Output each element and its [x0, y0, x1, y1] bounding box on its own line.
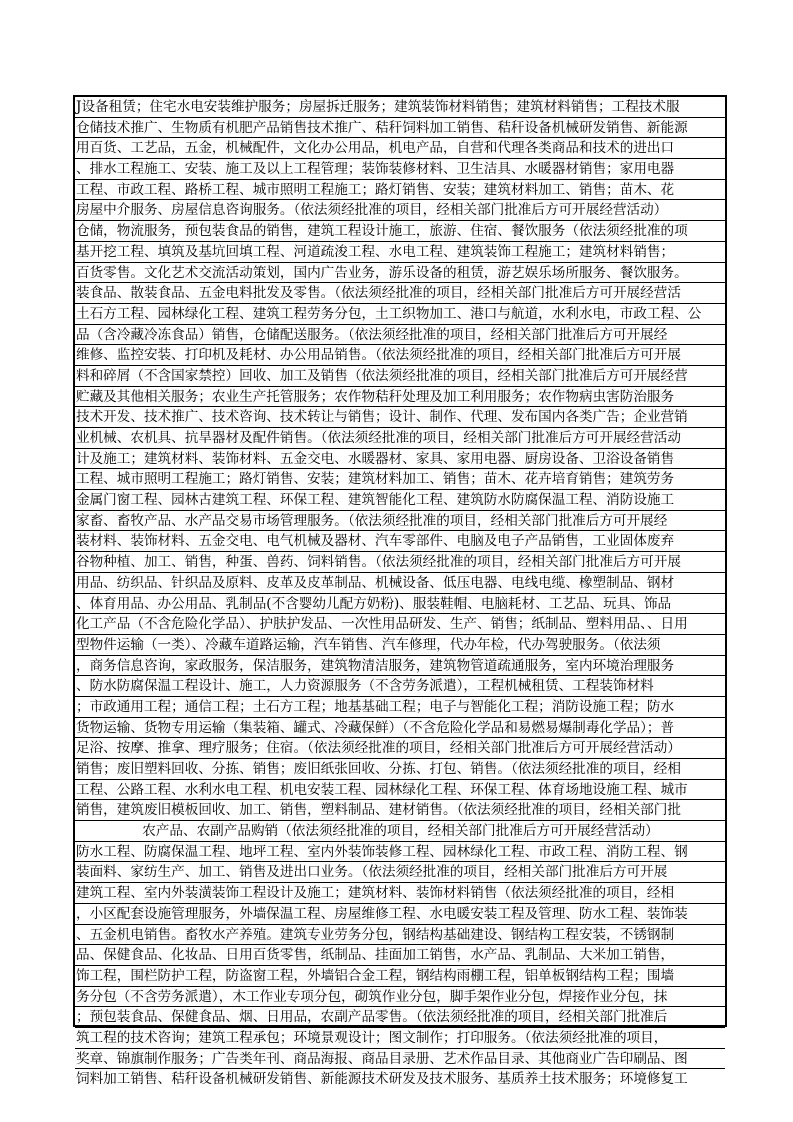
table-row: 务分包（不含劳务派遣），木工作业专项分包，砌筑作业分包，脚手架作业分包，焊接作业分包，抹	[75, 987, 725, 1008]
table-row: ，小区配套设施管理服务，外墙保温工程、房屋维修工程、水电暖安装工程及管理、防水工程、装饰装	[75, 904, 725, 925]
table-row: ；市政通用工程；通信工程；土石方工程；地基基础工程；电子与智能化工程；消防设施工程；防水	[75, 697, 725, 718]
table-row: 、排水工程施工、安装、施工及以上工程管理；装饰装修材料、卫生洁具、水暖器材销售；家用电器	[75, 159, 725, 180]
table-row: 装食品、散装食品、五金电料批发及零售。（依法须经批准的项目，经相关部门批准后方可开展经营活	[75, 283, 725, 304]
table-row: 工程、市政工程、路桥工程、城市照明工程施工；路灯销售、安装；建筑材料加工、销售；苗木、花	[75, 180, 725, 201]
table-row: 贮藏及其他相关服务；农业生产托管服务；农作物秸秆处理及加工利用服务；农作物病虫害防治服务	[75, 387, 725, 408]
table-row: 饰工程，围栏防护工程，防盗窗工程，外墙铝合金工程，钢结构雨棚工程，铝单板钢结构工程；围墙	[75, 966, 725, 987]
table-row: ；预包装食品、保健食品、烟、日用品，农副产品零售。（依法须经批准的项目，经相关部门批准后	[75, 1007, 725, 1028]
table-row: 货物运输、货物专用运输（集装箱、罐式、冷藏保鲜）（不含危险化学品和易燃易爆制毒化学品）；普	[75, 718, 725, 739]
table-row: 品（含冷藏冷冻食品）销售，仓储配送服务。（依法须经批准的项目，经相关部门批准后方可开展经	[75, 325, 725, 346]
table-row: 基开挖工程、填筑及基坑回填工程、河道疏浚工程、水电工程、建筑装饰工程施工；建筑材料销售；	[75, 242, 725, 263]
table-row: 谷物种植、加工、销售，种蛋、兽药、饲料销售。（依法须经批准的项目，经相关部门批准后方可开展	[75, 552, 725, 573]
table-row: 装材料、装饰材料、五金交电、电气机械及器材、汽车零部件、电脑及电子产品销售，工业固体废弃	[75, 531, 725, 552]
table-row: 、五金机电销售。畜牧水产养殖。建筑专业劳务分包，钢结构基础建设、钢结构工程安装，不锈钢制	[75, 925, 725, 946]
table-row: 技术开发、技术推广、技术咨询、技术转让与销售；设计、制作、代理、发布国内各类广告；企业营销	[75, 407, 725, 428]
business-scope-table	[73, 95, 727, 1088]
table-row: 计及施工；建筑材料、装饰材料、五金交电、水暖器材、家具、家用电器、厨房设备、卫浴设备销售	[75, 449, 725, 470]
table-row: 足浴、按摩、推拿、理疗服务；住宿。（依法须经批准的项目，经相关部门批准后方可开展经营活动）	[75, 738, 725, 759]
table-row: 奖章、锦旗制作服务；广告类年刊、商品海报、商品目录册、艺术作品目录、其他商业广告印刷品、图	[75, 1049, 725, 1070]
table-row: 型物件运输（一类）、冷藏车道路运输，汽车销售、汽车修理，代办年检，代办驾驶服务。（依法须	[75, 635, 725, 656]
table-row: 品、保健食品、化妆品、日用百货零售，纸制品、挂面加工销售，水产品、乳制品、大米加工销售，	[75, 945, 725, 966]
table-row: 金属门窗工程、园林古建筑工程、环保工程、建筑智能化工程、建筑防水防腐保温工程、消防设施工	[75, 490, 725, 511]
table-row: 工程、城市照明工程施工；路灯销售、安装；建筑材料加工、销售；苗木、花卉培育销售；建筑劳务	[75, 469, 725, 490]
table-row: 维修、监控安装、打印机及耗材、办公用品销售。（依法须经批准的项目，经相关部门批准后方可开展	[75, 345, 725, 366]
table-body	[75, 97, 725, 1090]
table-row: 业机械、农机具、抗旱器材及配件销售。（依法须经批准的项目，经相关部门批准后方可开展经营活动	[75, 428, 725, 449]
table-row: 仓储，物流服务，预包装食品的销售，建筑工程设计施工，旅游、住宿、餐饮服务（依法须经批准的项	[75, 221, 725, 242]
table-row: J设备租赁；住宅水电安装维护服务；房屋拆迁服务；建筑装饰材料销售；建筑材料销售；工程技术服	[75, 97, 725, 118]
table-row: 防水工程、防腐保温工程、地坪工程、室内外装饰装修工程、园林绿化工程、市政工程、消防工程、钢	[75, 842, 725, 863]
table-row: 百货零售。文化艺术交流活动策划，国内广告业务，游乐设备的租赁，游艺娱乐场所服务、餐饮服务。	[75, 263, 725, 284]
table-row: 销售；废旧塑料回收、分拣、销售；废旧纸张回收、分拣、打包、销售。（依法须经批准的项目，经相	[75, 759, 725, 780]
table-row: 房屋中介服务、房屋信息咨询服务。（依法须经批准的项目，经相关部门批准后方可开展经营活动）	[75, 200, 725, 221]
table-row: 装面料、家纺生产、加工、销售及进出口业务。（依法须经批准的项目，经相关部门批准后方可开展	[75, 862, 725, 883]
table-row: 、防水防腐保温工程设计、施工，人力资源服务（不含劳务派遣），工程机械租赁、工程装饰材料	[75, 676, 725, 697]
table-row: 家畜、畜牧产品、水产品交易市场管理服务。（依法须经批准的项目，经相关部门批准后方可开展经	[75, 511, 725, 532]
table-row: 工程、公路工程、水利水电工程、机电安装工程、园林绿化工程、环保工程、体育场地设施工程、城市	[75, 780, 725, 801]
table-row: 农产品、农副产品购销（依法须经批准的项目，经相关部门批准后方可开展经营活动）	[75, 821, 725, 842]
table-row: ，商务信息咨询，家政服务，保洁服务，建筑物清洁服务，建筑物管道疏通服务，室内环境治理服务	[75, 656, 725, 677]
table-row: 用百货、工艺品，五金，机械配件，文化办公用品，机电产品，自营和代理各类商品和技术的进出口	[75, 138, 725, 159]
table-row: 饲料加工销售、秸秆设备机械研发销售、新能源技术研发及技术服务、基质养土技术服务；环境修复工	[76, 1071, 688, 1088]
table-row: 、体育用品、办公用品、乳制品(不含婴幼儿配方奶粉)、服装鞋帽、电脑耗材、工艺品、玩具、饰品	[75, 594, 725, 615]
table-row: 用品、纺织品、针织品及原料、皮革及皮革制品、机械设备、低压电器、电线电缆、橡塑制品、钢材	[75, 573, 725, 594]
table-row: 土石方工程、园林绿化工程、建筑工程劳务分包，土工织物加工、港口与航道，水利水电，市政工程、公	[75, 304, 725, 325]
table-row: 建筑工程、室内外装潢装饰工程设计及施工；建筑材料、装饰材料销售（依法须经批准的项目，经相	[75, 883, 725, 904]
table-row: 筑工程的技术咨询；建筑工程承包；环境景观设计；图文制作；打印服务。（依法须经批准的项目，	[75, 1028, 725, 1049]
table-row: 销售，建筑废旧模板回收、加工、销售，塑料制品、建材销售。（依法须经批准的项目，经相关部门批	[75, 800, 725, 821]
table-row: 仓储技术推广、生物质有机肥产品销售技术推广、秸秆饲料加工销售、秸秆设备机械研发销售、新能源	[75, 118, 725, 139]
table-row: 料和碎屑（不含国家禁控）回收、加工及销售（依法须经批准的项目，经相关部门批准后方可开展经营	[75, 366, 725, 387]
table-row: 化工产品（不含危险化学品）、护肤护发品、一次性用品研发、生产、销售；纸制品、塑料用品、、日用	[75, 614, 725, 635]
